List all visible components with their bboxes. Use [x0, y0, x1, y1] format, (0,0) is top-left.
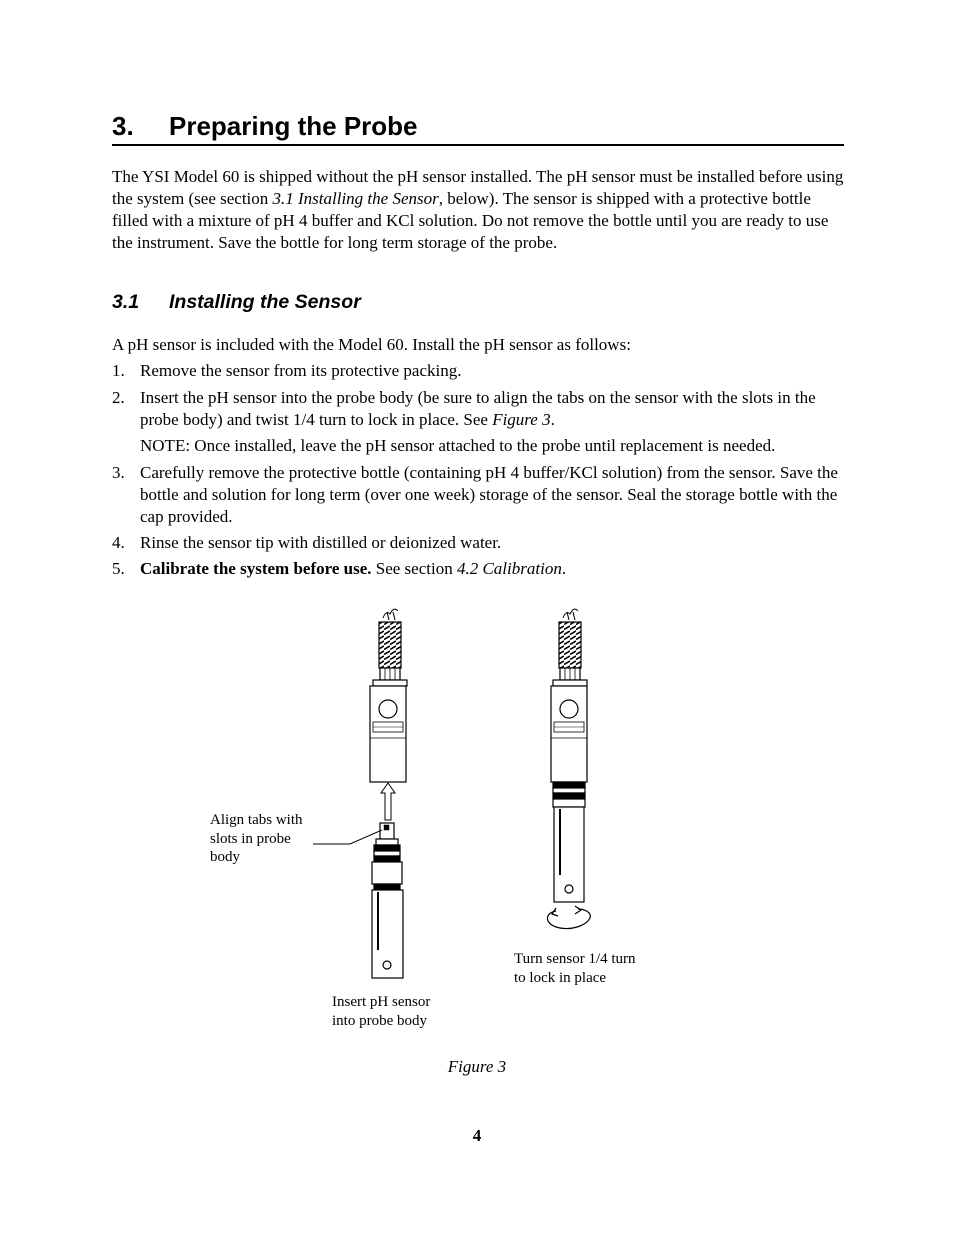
step-note: NOTE: Once installed, leave the pH sensor attached to the probe until replacement is needed.: [140, 436, 776, 455]
callout-line: [313, 830, 382, 844]
label-turn-sensor: Turn sensor 1/4 turn to lock in place: [514, 951, 636, 986]
section-number: 3.: [112, 111, 134, 141]
step-number: 4.: [112, 533, 125, 552]
intro-text-2: , below). The sensor is shipped with a protective bottle filled with a mixture of pH 4 buffer and KCl solution. Do not remove the bottle until you are ready to use the instrument. Save the bottle for long term storage of the probe.: [112, 189, 829, 252]
step-number: 1.: [112, 361, 125, 380]
ph-sensor-left: [372, 823, 403, 978]
step-text: Insert the pH sensor into the probe body (be sure to align the tabs on the sensor with the slots in the probe body) and twist 1/4 turn to lock in place. See: [140, 388, 816, 429]
lead-paragraph: A pH sensor is included with the Model 60. Install the pH sensor as follows:: [112, 335, 631, 354]
step-emphasis: Calibrate the system before use.: [140, 559, 372, 578]
intro-section-ref: 3.1 Installing the Sensor: [272, 189, 439, 208]
intro-text-1: The YSI Model 60 is shipped without the pH sensor installed. The pH sensor must be installed before using the system (see section: [112, 167, 844, 208]
step-text: See section: [371, 559, 457, 578]
probe-body-left: [370, 609, 407, 782]
label-insert-sensor: Insert pH sensor into probe body: [332, 994, 431, 1029]
step-text: Remove the sensor from its protective packing.: [140, 361, 462, 380]
step-number: 2.: [112, 388, 125, 407]
subsection-title: Installing the Sensor: [169, 291, 361, 313]
step-text: Carefully remove the protective bottle (containing pH 4 buffer/KCl solution) from the sensor. Save the bottle and solution for long term (over one week) storage of the sensor. Seal the storage bottle with the cap provided.: [140, 463, 838, 526]
probe-assembled-right: [551, 609, 587, 902]
label-align-tabs: Align tabs with slots in probe body: [210, 812, 303, 865]
figure-ref: Figure 3: [492, 410, 551, 429]
step-text-end: .: [550, 410, 555, 429]
insert-arrow-icon: [381, 783, 395, 820]
step-number: 5.: [112, 559, 125, 578]
figure-caption: Figure 3: [447, 1057, 507, 1076]
step-number: 3.: [112, 463, 125, 482]
section-title: Preparing the Probe: [169, 111, 418, 141]
subsection-number: 3.1: [112, 291, 140, 313]
step-text-end: .: [561, 559, 567, 578]
page-number: 4: [472, 1126, 482, 1145]
step-text: Rinse the sensor tip with distilled or deionized water.: [140, 533, 502, 552]
section-ref: 4.2 Calibration: [456, 559, 562, 578]
rotate-arrow-icon: [547, 906, 590, 929]
